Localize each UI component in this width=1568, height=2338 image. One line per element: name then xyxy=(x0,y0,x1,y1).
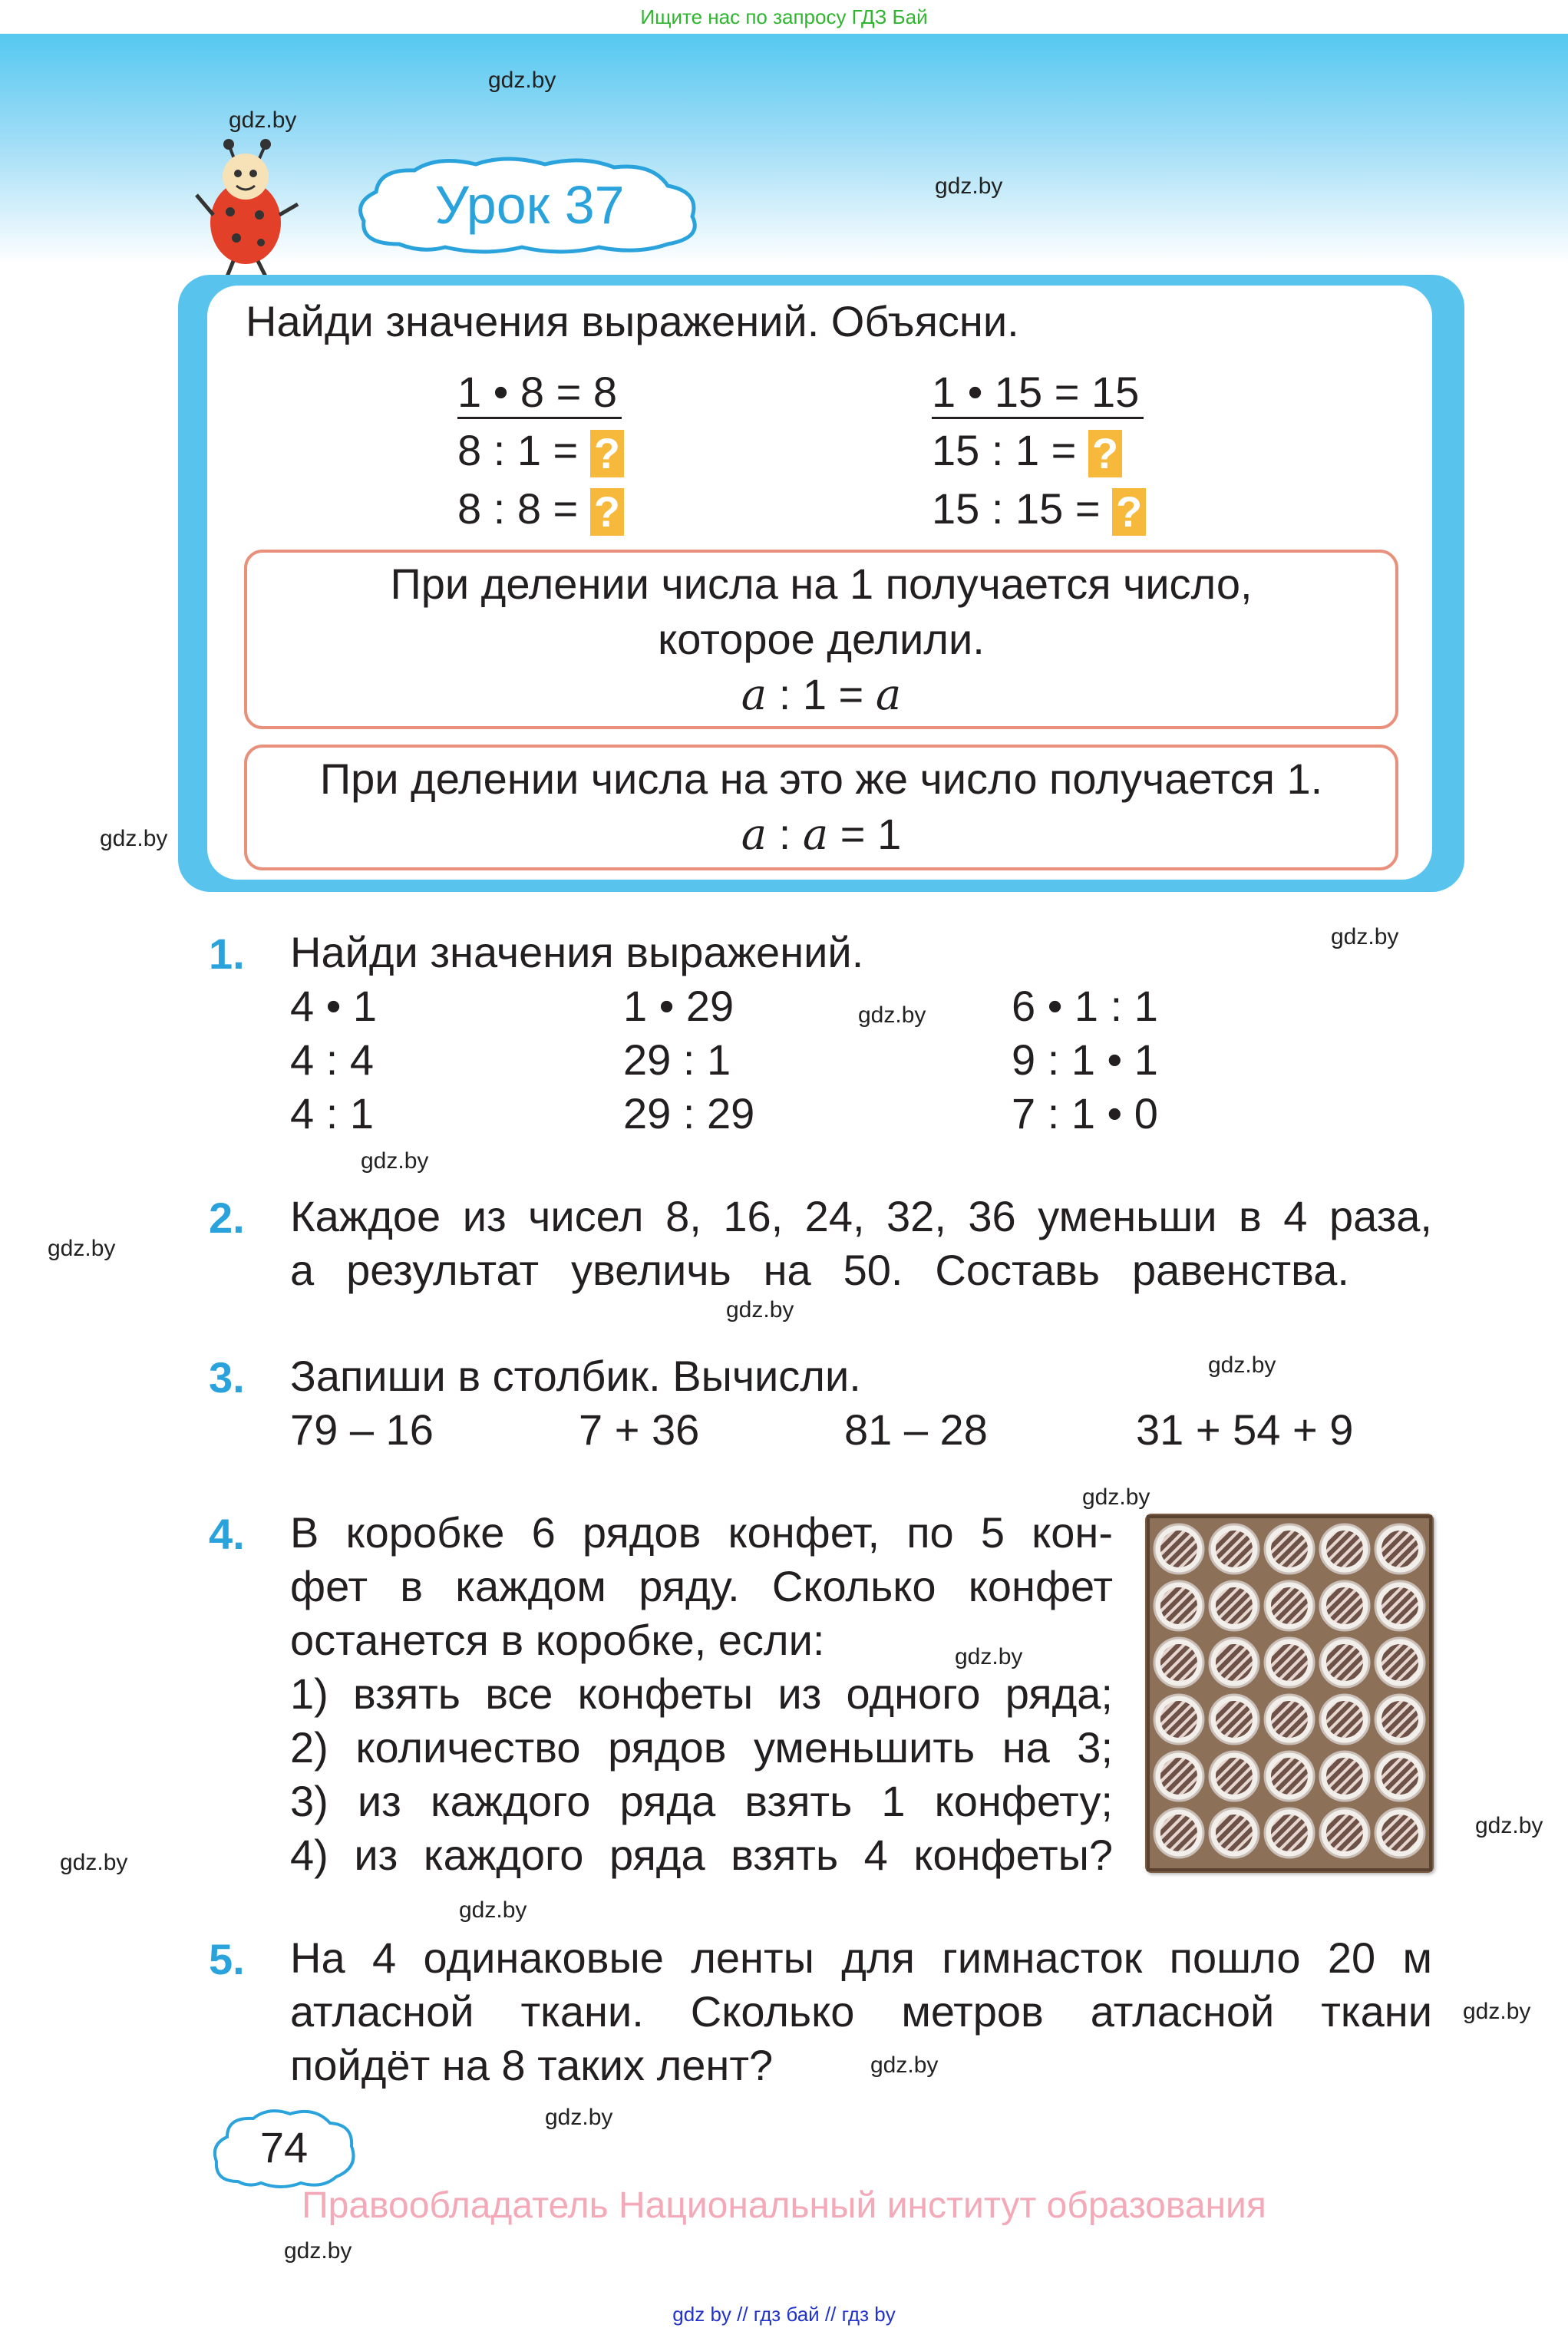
task-1-expr: 29 : 1 xyxy=(623,1035,731,1084)
intro-left-eq-2: 8 : 1 = ? xyxy=(457,425,624,477)
task-4-line: фет в каждом ряду. Сколько конфет xyxy=(290,1562,1113,1610)
task-4-number: 4. xyxy=(209,1510,245,1558)
watermark: gdz.by xyxy=(361,1148,429,1174)
watermark: gdz.by xyxy=(955,1644,1023,1669)
task-2-line: а результат увеличь на 50. Составь равенства. xyxy=(290,1246,1349,1294)
task-3-expr: 79 – 16 xyxy=(290,1405,434,1454)
question-mark-box: ? xyxy=(1112,488,1146,536)
task-1-text: Найди значения выражений. xyxy=(290,928,864,976)
watermark: gdz.by xyxy=(100,826,168,851)
watermark: gdz.by xyxy=(488,68,556,93)
intro-right-eq-3: 15 : 15 = ? xyxy=(932,484,1146,536)
task-3-expr: 31 + 54 + 9 xyxy=(1136,1405,1354,1454)
task-1-expr: 9 : 1 • 1 xyxy=(1012,1035,1158,1084)
watermark: gdz.by xyxy=(1208,1352,1276,1378)
candy-box-icon xyxy=(1145,1514,1434,1873)
task-1-expr: 29 : 29 xyxy=(623,1089,755,1138)
copyright-notice: Правообладатель Национальный институт образования xyxy=(302,2185,1266,2226)
task-4-line: В коробке 6 рядов конфет, по 5 кон- xyxy=(290,1508,1113,1557)
intro-heading: Найди значения выражений. Объясни. xyxy=(246,297,1019,345)
task-1-expr: 4 : 1 xyxy=(290,1089,374,1138)
page-number: 74 xyxy=(259,2123,309,2171)
watermark: gdz.by xyxy=(858,1002,926,1028)
intro-left-eq-3: 8 : 8 = ? xyxy=(457,484,624,536)
rule1-formula: a : 1 = a xyxy=(741,670,902,720)
watermark: gdz.by xyxy=(1082,1484,1150,1510)
task-4-line: останется в коробке, если: xyxy=(290,1616,825,1664)
watermark: gdz.by xyxy=(935,173,1003,199)
question-mark-box: ? xyxy=(1088,430,1122,477)
task-3-number: 3. xyxy=(209,1353,245,1402)
watermark: gdz.by xyxy=(1475,1813,1543,1838)
task-2-number: 2. xyxy=(209,1194,245,1242)
rule1-line1: При делении числа на 1 получается число, xyxy=(390,560,1253,608)
task-5-line: На 4 одинаковые ленты для гимнасток пошло 20 м xyxy=(290,1933,1432,1982)
rule2-formula: a : a = 1 xyxy=(741,810,902,860)
task-5-line: пойдёт на 8 таких лент? xyxy=(290,2041,774,2089)
task-4-line: 2) количество рядов уменьшить на 3; xyxy=(290,1723,1113,1772)
task-5-number: 5. xyxy=(209,1935,245,1983)
watermark: gdz.by xyxy=(1331,924,1399,949)
watermark: gdz.by xyxy=(229,107,297,133)
intro-right-eq-1: 1 • 15 = 15 xyxy=(932,367,1144,419)
question-mark-box: ? xyxy=(590,430,624,477)
candy-box-image xyxy=(1145,1514,1434,1873)
watermark: gdz.by xyxy=(459,1897,527,1923)
task-4-line: 3) из каждого ряда взять 1 конфету; xyxy=(290,1777,1113,1825)
watermark: gdz.by xyxy=(870,2052,939,2078)
rule1-line2: которое делили. xyxy=(658,615,985,663)
watermark: gdz.by xyxy=(48,1236,116,1261)
watermark: gdz.by xyxy=(284,2238,352,2264)
question-mark-box: ? xyxy=(590,488,624,536)
intro-right-eq-2: 15 : 1 = ? xyxy=(932,425,1122,477)
task-4-line: 4) из каждого ряда взять 4 конфеты? xyxy=(290,1831,1113,1879)
watermark: gdz.by xyxy=(60,1850,128,1875)
task-5-line: атласной ткани. Сколько метров атласной ткани xyxy=(290,1987,1432,2036)
task-3-expr: 7 + 36 xyxy=(579,1405,700,1454)
footer-links: gdz by // гдз бай // гдз by xyxy=(672,2303,896,2326)
rule2-line1: При делении числа на это же число получается 1. xyxy=(319,755,1323,803)
watermark: gdz.by xyxy=(726,1297,794,1323)
task-3-expr: 81 – 28 xyxy=(844,1405,988,1454)
task-2-line: Каждое из чисел 8, 16, 24, 32, 36 уменьши в 4 раза, xyxy=(290,1192,1432,1240)
task-1-expr: 4 : 4 xyxy=(290,1035,374,1084)
lesson-title: Урок 37 xyxy=(434,175,625,235)
ladybug-mascot-icon xyxy=(190,138,305,279)
task-1-expr: 1 • 29 xyxy=(623,982,734,1030)
watermark: gdz.by xyxy=(1463,1999,1531,2024)
task-3-text: Запиши в столбик. Вычисли. xyxy=(290,1352,861,1400)
task-1-expr: 7 : 1 • 0 xyxy=(1012,1089,1158,1138)
watermark: gdz.by xyxy=(545,2105,613,2130)
intro-left-eq-1: 1 • 8 = 8 xyxy=(457,367,622,419)
task-1-number: 1. xyxy=(209,930,245,978)
search-hint: Ищите нас по запросу ГДЗ Бай xyxy=(0,0,1568,34)
task-4-line: 1) взять все конфеты из одного ряда; xyxy=(290,1669,1113,1718)
task-1-expr: 6 • 1 : 1 xyxy=(1012,982,1158,1030)
task-1-expr: 4 • 1 xyxy=(290,982,378,1030)
